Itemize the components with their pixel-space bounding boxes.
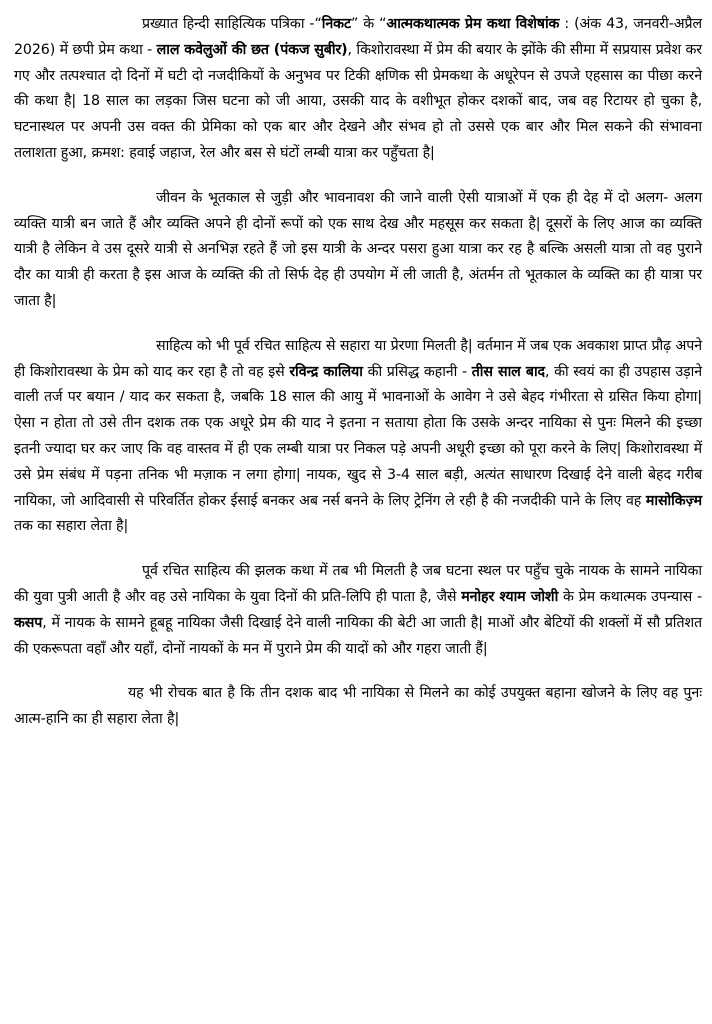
bold-text: कसप — [14, 614, 43, 631]
paragraph-body — [14, 16, 702, 161]
text-run: , की स्वयं का ही उपहास उड़ाने वाली तर्ज पर बयान / याद कर सकता है, जबकि 18 साल की आयु में भावनाओं के आवेग ने उसे बेहद गंभीरता से ग्रसित किया होगा| ऐसा न होता तो उसे तीन दशक तक एक अधूरे प्रेम की याद ने इतना न सताया होता कि उसके अन्दर नायिका से पुनः मिलने की इच्छा इतनी ज्यादा घर कर जाए कि वह वास्तव में ही एक लम्बी यात्रा पर निकल पड़े अपनी अधूरी इच्छा को पूरा करने के लिए| किशोरावस्था में उसे प्रेम संबंध में पड़ना तनिक भी मज़ाक न लगा होगा| नायक, खुद से 3-4 साल बड़ी, अत्यंत साधारण दिखाई देने वाली बेहद गरीब नायिका, जो आदिवासी से परिवर्तित होकर ईसाई बनकर अब नर्स बनने के लिए ट्रेनिंग ले रही है की नजदीकी पाने के लिए वह — [14, 363, 702, 509]
paragraph-body — [14, 685, 702, 727]
bold-text: मासोकिज़्म — [645, 492, 702, 509]
paragraph-3 — [14, 334, 702, 540]
paragraph-4 — [14, 559, 702, 662]
bold-text: रविन्द्र कालिया — [289, 363, 363, 380]
bold-text: तीस साल बाद — [471, 363, 545, 380]
paragraph-body — [14, 190, 702, 309]
text-run: तक का सहारा लेता है| — [14, 518, 129, 535]
text-run: जीवन के भूतकाल से जुड़ी और भावनावश की जाने वाली ऐसी यात्राओं में एक ही देह में दो अलग- अलग व्यक्ति यात्री बन जाते हैं और व्यक्ति अपने ही दोनों रूपों को एक साथ देख और महसूस कर सकता है| दूसरों के लिए आज का व्यक्ति यात्री है लेकिन वे उस दूसरे यात्री से अनभिज्ञ रहते हैं जो इस यात्री के अन्दर पसरा हुआ यात्रा कर रह है बल्कि असली यात्रा तो वह पुराने दौर का यात्री ही करता है इस आज के व्यक्ति की तो सिर्फ देह ही उपयोग में ली जाती है, अंतर्मन तो भूतकाल के व्यक्ति का ही यात्रा पर जाता है| — [14, 189, 702, 309]
bold-text: मनोहर श्याम जोशी — [461, 588, 559, 605]
text-run: ” के “ — [351, 16, 387, 32]
paragraph-5 — [14, 681, 702, 733]
paragraph-body — [14, 338, 702, 535]
text-run: की प्रसिद्ध कहानी - — [362, 363, 472, 380]
text-run: : (अंक 43, जनवरी-अप्रैल 2026) में छपी प्रेम कथा - — [14, 16, 702, 58]
paragraph-1 — [14, 12, 702, 167]
paragraph-2 — [14, 186, 702, 315]
text-run: , में नायक के सामने हूबहू नायिका जैसी दिखाई देने वाली नायिका की बेटी आ जाती है| माओं और बेटियों की शक्लों में सौ प्रतिशत की एकरूपता वहाँ और यहाँ, दोनों नायकों के मन में पुराने प्रेम की यादों को और गहरा जाती हैं| — [14, 614, 702, 657]
bold-text: निकट — [321, 16, 351, 32]
text-run: प्रख्यात हिन्दी साहित्यिक पत्रिका -“ — [142, 16, 322, 32]
text-run: साहित्य को भी पूर्व रचित साहित्य से सहारा या प्रेरणा मिलती है| वर्तमान में जब एक अवकाश प्राप्त प्रौढ़ अपने ही किशोरावस्था के प्रेम को याद कर रहा है तो वह इसे — [14, 337, 702, 380]
bold-text: लाल कवेलुओं की छत (पंकज सुबीर) — [156, 41, 348, 58]
text-run: के प्रेम कथात्मक उपन्यास - — [558, 588, 702, 605]
paragraph-body — [14, 563, 702, 656]
text-run: यह भी रोचक बात है कि तीन दशक बाद भी नायिका से मिलने का कोई उपयुक्त बहाना खोजने के लिए वह पुनः आत्म-हानि का ही सहारा लेता है| — [14, 685, 702, 728]
bold-text: आत्मकथात्मक प्रेम कथा विशेषांक — [386, 16, 560, 32]
text-run: , किशोरावस्था में प्रेम की बयार के झोंके की सीमा में सप्रयास प्रवेश कर गए और तत्पश्चात दो दिनों में घटी दो नजदीकियों के अनुभव पर टिकी क्षणिक सी प्रेमकथा के अधूरेपन से उपजे एहसास का पीछा करने की कथा है| 18 साल का लड़का जिस घटना को जी आया, उसकी याद के वशीभूत होकर दशकों बाद, जब वह रिटायर हो चुका है, घटनास्थल पर अपनी उस वक्त की प्रेमिका को एक बार और देखने और संभव हो तो उससे एक बार और मिल सकने की संभावना तलाशता हुआ, क्रमश: हवाई जहाज, रेल और बस से घंटों लम्बी यात्रा कर पहुँचता है| — [14, 41, 702, 161]
text-run: पूर्व रचित साहित्य की झलक कथा में तब भी मिलती है जब घटना स्थल पर पहुँच चुके नायक के सामने नायिका की युवा पुत्री आती है और वह उसे नायिका के युवा दिनों की प्रति-लिपि ही पाता है, जैसे — [14, 563, 702, 605]
